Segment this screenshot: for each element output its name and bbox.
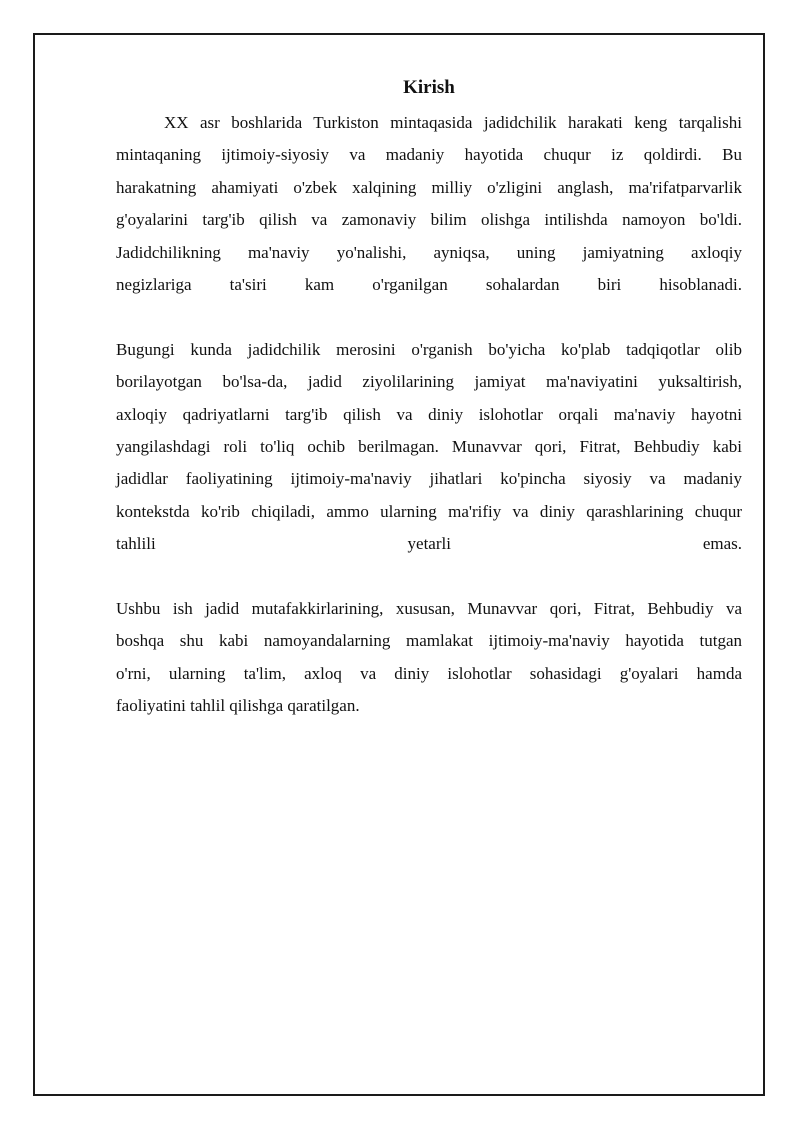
text-line: negizlariga ta'siri kam o'rganilgan sohalardan biri hisoblanadi.: [116, 275, 742, 295]
paragraph-3: [116, 593, 742, 723]
text-line: Ushbu ish jadid mutafakkirlarining, xususan, Munavvar qori, Fitrat, Behbudiy va: [116, 599, 742, 619]
paragraph-1: [116, 107, 742, 301]
text-line: Jadidchilikning ma'naviy yo'nalishi, ayniqsa, uning jamiyatning axloqiy: [116, 242, 742, 262]
text-line: harakatning ahamiyati o'zbek xalqining milliy o'zligini anglash, ma'rifatparvarlik: [116, 177, 742, 197]
text-line: borilayotgan bo'lsa-da, jadid ziyolilarining jamiyat ma'naviyatini yuksaltirish,: [116, 372, 742, 392]
text-line: tahlili yetarli emas.: [116, 534, 742, 554]
text-line: Bugungi kunda jadidchilik merosini o'rganish bo'yicha ko'plab tadqiqotlar olib: [116, 339, 742, 359]
text-line: jadidlar faoliyatining ijtimoiy-ma'naviy jihatlari ko'pincha siyosiy va madaniy: [116, 469, 742, 489]
paragraph-2: [116, 334, 742, 561]
text-line: kontekstda ko'rib chiqiladi, ammo ularning ma'rifiy va diniy qarashlarining chuqur: [116, 501, 742, 521]
paragraph-gap: [116, 561, 742, 593]
text-line: XX asr boshlarida Turkiston mintaqasida jadidchilik harakati keng tarqalishi: [164, 113, 742, 132]
text-line: faoliyatini tahlil qilishga qaratilgan.: [116, 696, 360, 716]
text-line: axloqiy qadriyatlarni targ'ib qilish va diniy islohotlar orqali ma'naviy hayotni: [116, 404, 742, 424]
paragraph-gap: [116, 301, 742, 333]
text-line: o'rni, ularning ta'lim, axloq va diniy islohotlar sohasidagi g'oyalari hamda: [116, 663, 742, 683]
text-line: g'oyalarini targ'ib qilish va zamonaviy bilim olishga intilishda namoyon bo'ldi.: [116, 210, 742, 230]
text-line: yangilashdagi roli to'liq ochib berilmagan. Munavvar qori, Fitrat, Behbudiy kabi: [116, 437, 742, 457]
document-body: [116, 75, 742, 723]
text-line: mintaqaning ijtimoiy-siyosiy va madaniy hayotida chuqur iz qoldirdi. Bu: [116, 145, 742, 165]
text-line: boshqa shu kabi namoyandalarning mamlakat ijtimoiy-ma'naviy hayotida tutgan: [116, 631, 742, 651]
document-title: Kirish: [403, 77, 455, 98]
